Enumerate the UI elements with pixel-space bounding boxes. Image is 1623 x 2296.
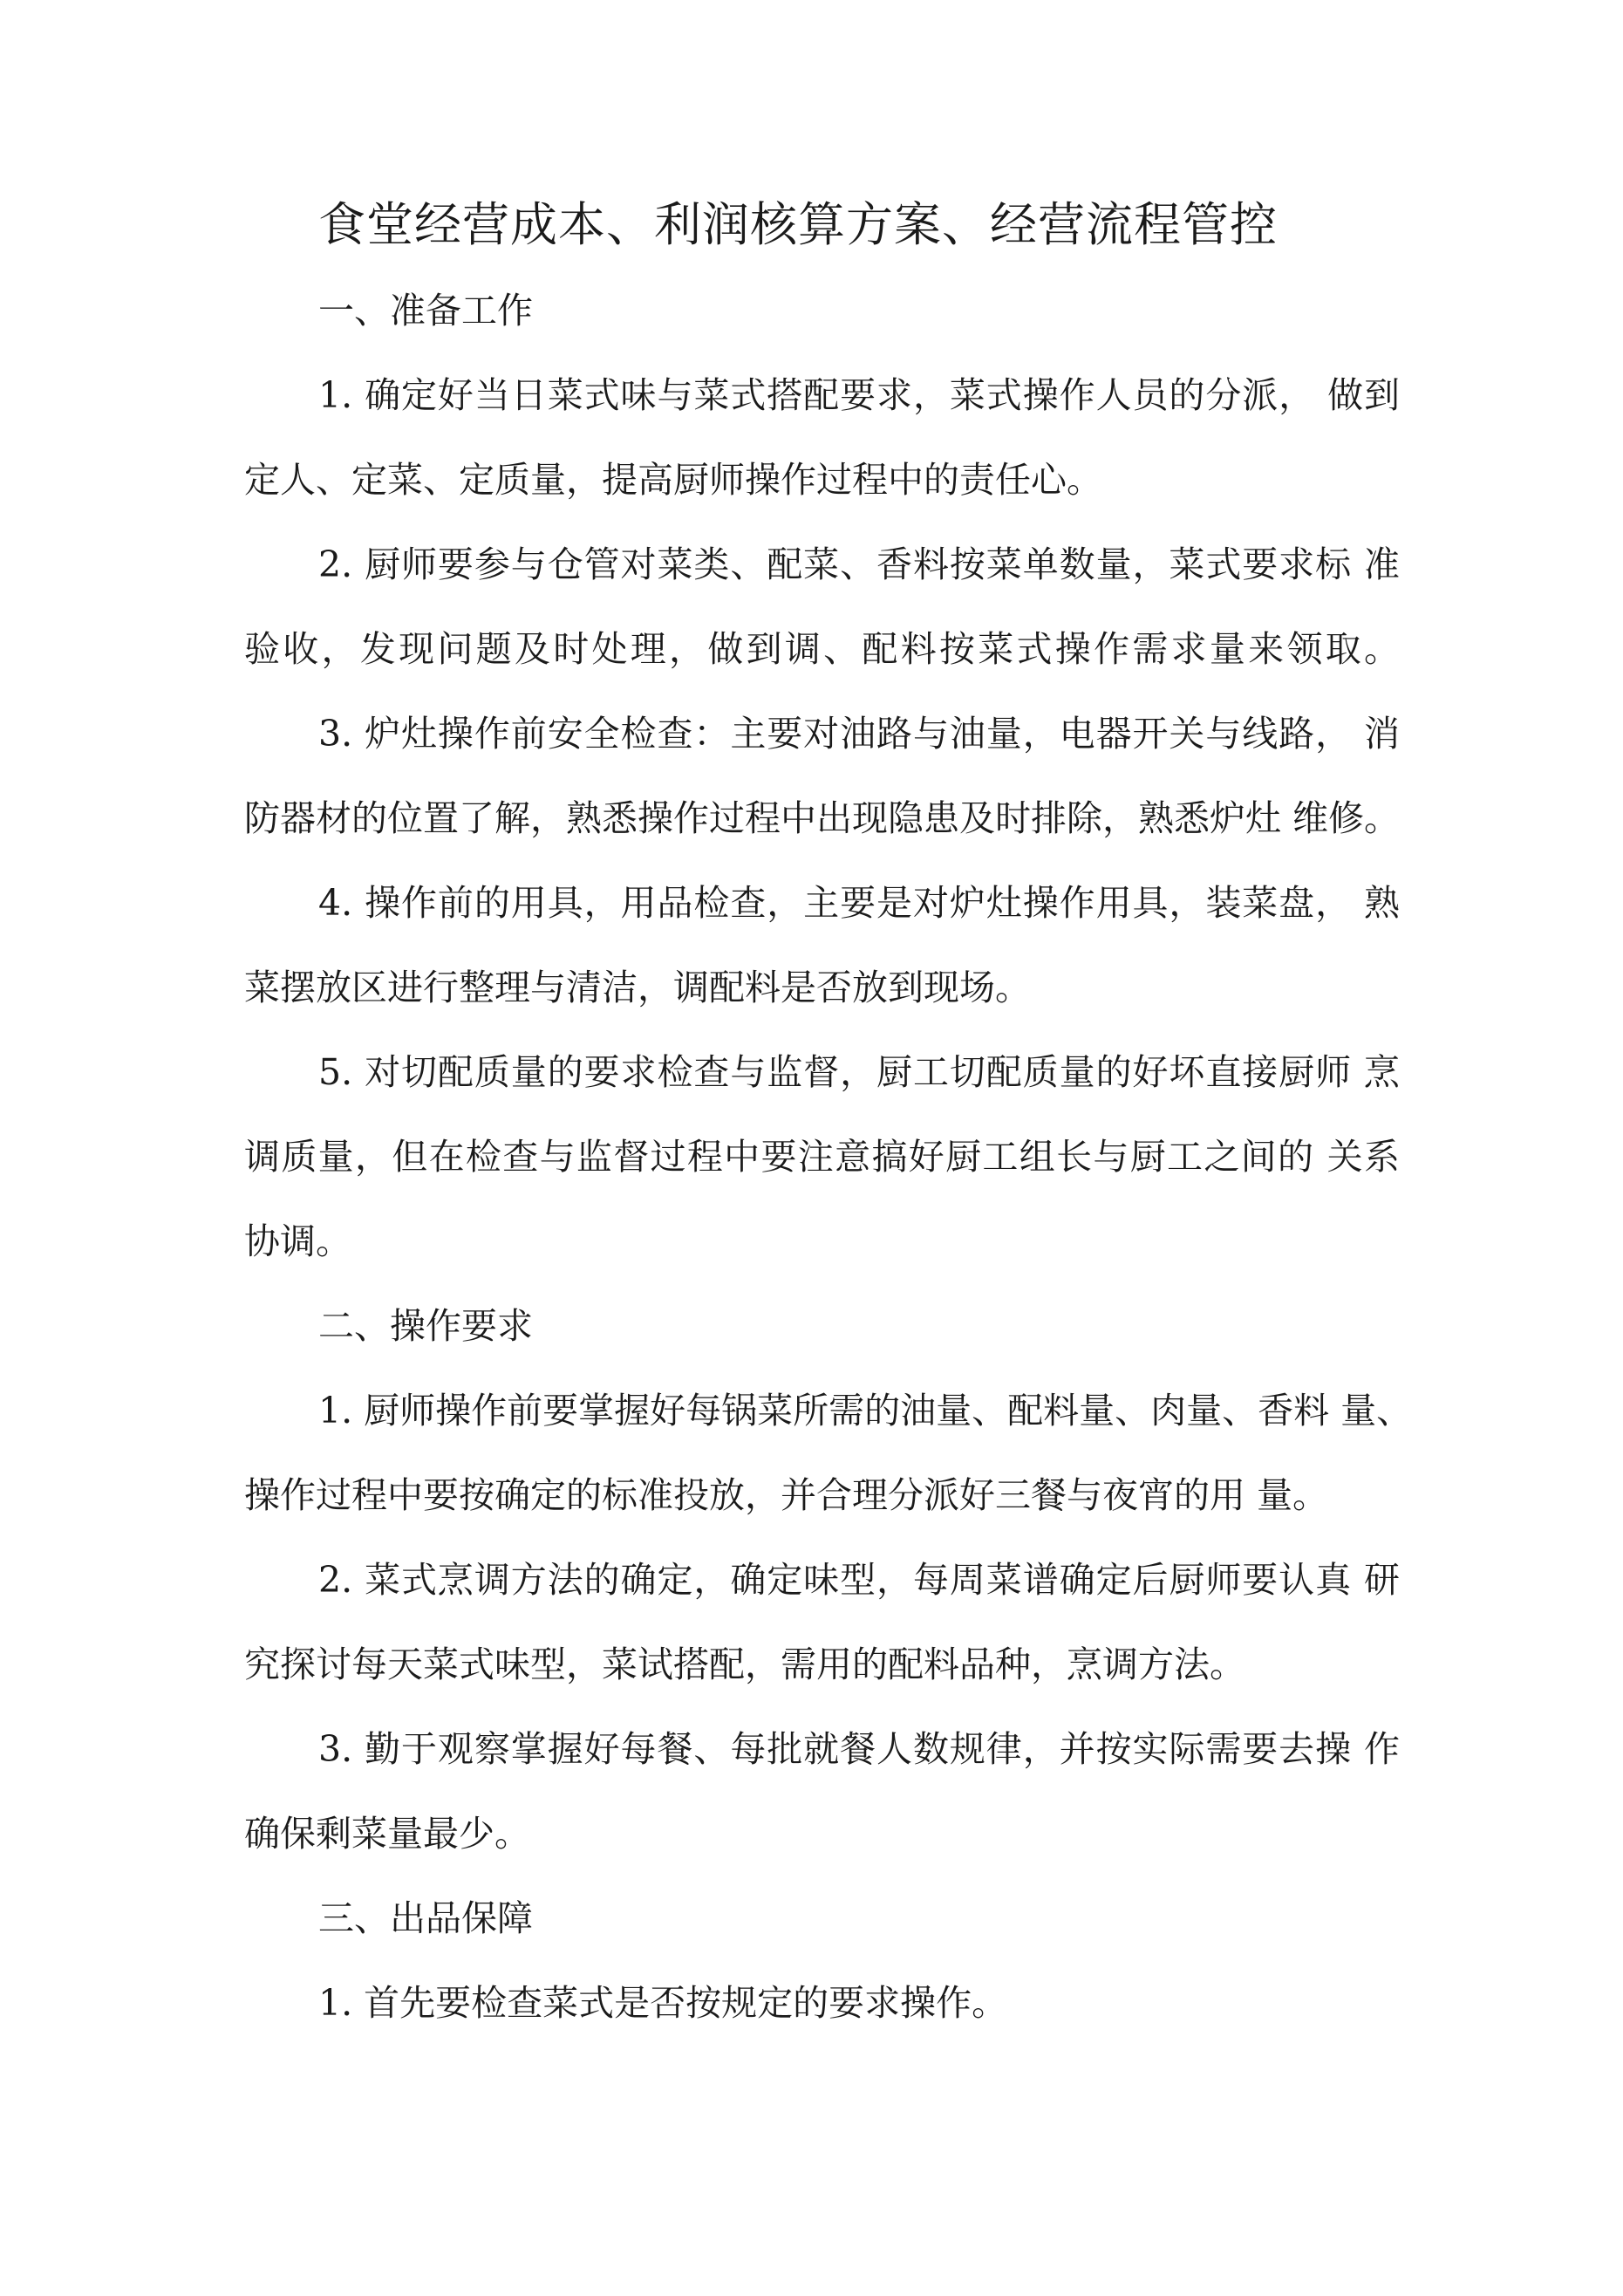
paragraph-line: 防器材的位置了解，熟悉操作过程中出现隐患及时排除，熟悉炉灶 维修。 [244, 797, 1401, 839]
section-heading-output: 三、出品保障 [318, 1897, 533, 1939]
paragraph-line: 协调。 [244, 1220, 351, 1262]
paragraph-line: 3. 炉灶操作前安全检查：主要对油路与油量，电器开关与线路， 消 [318, 713, 1400, 755]
paragraph-line: 操作过程中要按确定的标准投放，并合理分派好三餐与夜宵的用 量。 [244, 1474, 1329, 1516]
document-title: 食堂经营成本、利润核算方案、经营流程管控 [318, 197, 1278, 252]
paragraph-line: 4. 操作前的用具，用品检查，主要是对炉灶操作用具，装菜盘， 熟 [318, 882, 1400, 924]
paragraph-line: 1. 厨师操作前要掌握好每锅菜所需的油量、配料量、肉量、香料 量、 [318, 1390, 1413, 1432]
paragraph-line: 2. 厨师要参与仓管对菜类、配菜、香料按菜单数量，菜式要求标 准 [318, 543, 1400, 585]
paragraph-line: 3. 勤于观察掌握好每餐、每批就餐人数规律，并按实际需要去操 作 [318, 1728, 1400, 1770]
paragraph-line: 验收，发现问题及时处理，做到调、配料按菜式操作需求量来领取。 [244, 628, 1400, 670]
paragraph-line: 5. 对切配质量的要求检查与监督，厨工切配质量的好坏直接厨师 烹 [318, 1051, 1400, 1093]
paragraph-line: 2. 菜式烹调方法的确定，确定味型，每周菜谱确定后厨师要认真 研 [318, 1559, 1400, 1601]
paragraph-line: 菜摆放区进行整理与清洁，调配料是否放到现场。 [244, 967, 1031, 1008]
paragraph-line: 调质量，但在检查与监督过程中要注意搞好厨工组长与厨工之间的 关系 [244, 1136, 1400, 1178]
paragraph-line: 确保剩菜量最少。 [244, 1813, 530, 1855]
paragraph-line: 1. 确定好当日菜式味与菜式搭配要求，菜式操作人员的分派， 做到 [318, 374, 1400, 416]
section-heading-preparation: 一、准备工作 [318, 290, 533, 331]
paragraph-line: 究探讨每天菜式味型，菜试搭配，需用的配料品种，烹调方法。 [244, 1643, 1245, 1685]
section-heading-operation: 二、操作要求 [318, 1305, 533, 1347]
paragraph-line: 定人、定菜、定质量，提高厨师操作过程中的责任心。 [244, 459, 1102, 501]
paragraph-line: 1. 首先要检查菜式是否按规定的要求操作。 [318, 1982, 1008, 2024]
